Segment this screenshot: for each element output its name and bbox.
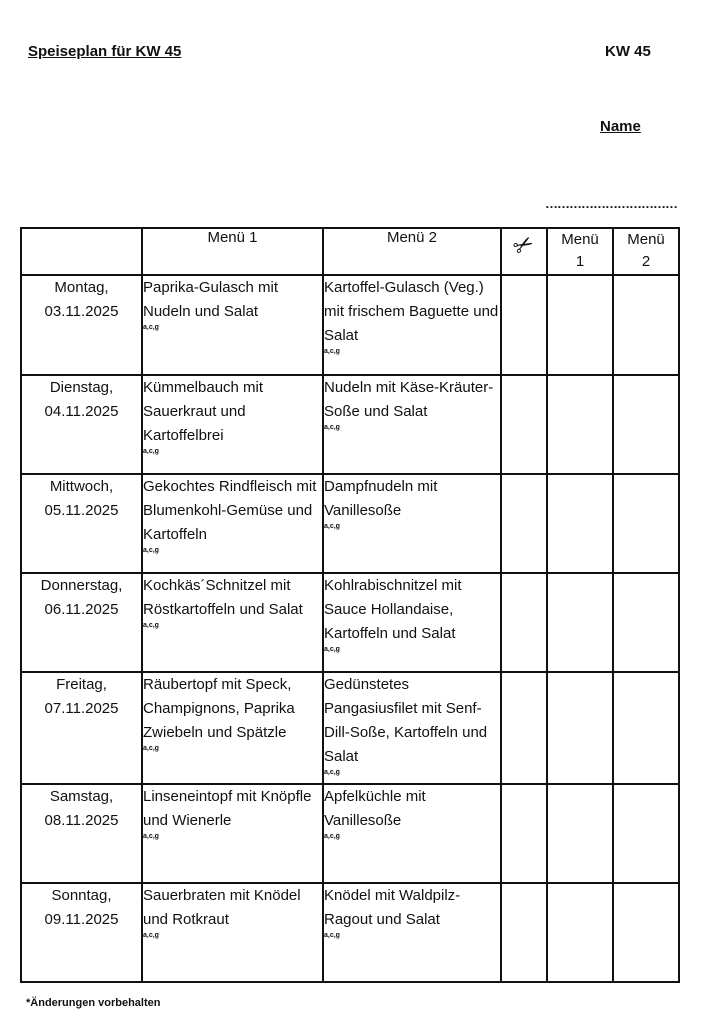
table-row xyxy=(21,883,679,982)
allergen-note: a,c,g xyxy=(324,646,340,653)
allergen-note: a,c,g xyxy=(143,745,159,752)
header-pick-menu1-b: 1 xyxy=(575,253,585,270)
table-row xyxy=(21,474,679,573)
day-name: Sonntag, xyxy=(51,887,112,904)
menu2-text: Kartoffel-Gulasch (Veg.) mit frischem Baguette und Salat xyxy=(324,279,499,344)
menu1-text: Gekochtes Rindfleisch mit Blumenkohl-Gemüse und Kartoffeln xyxy=(143,478,317,543)
menu2-text: Dampfnudeln mit Vanillesoße xyxy=(324,478,438,519)
scissors-cell xyxy=(501,784,547,883)
select-menu2-cell[interactable] xyxy=(613,784,679,883)
day-date: 03.11.2025 xyxy=(44,303,119,320)
header-day-cell xyxy=(21,228,142,275)
scissors-cell xyxy=(501,474,547,573)
menu1-text: Paprika-Gulasch mit Nudeln und Salat xyxy=(143,279,279,320)
table-row xyxy=(21,672,679,784)
allergen-note: a,c,g xyxy=(324,523,340,530)
select-menu1-cell[interactable] xyxy=(547,784,613,883)
scissors-cell xyxy=(501,672,547,784)
day-name: Montag, xyxy=(54,279,109,296)
header-pick-menu2-b: 2 xyxy=(641,253,651,270)
day-name: Freitag, xyxy=(56,676,107,693)
menu2-cell xyxy=(323,883,501,982)
day-cell xyxy=(21,275,142,375)
day-name: Dienstag, xyxy=(49,379,114,396)
select-menu1-cell[interactable] xyxy=(547,883,613,982)
page-title: Speiseplan für KW 45 xyxy=(28,43,182,60)
day-date: 07.11.2025 xyxy=(44,700,119,717)
day-name: Samstag, xyxy=(49,788,114,805)
allergen-note: a,c,g xyxy=(143,448,159,455)
day-date: 05.11.2025 xyxy=(44,502,119,519)
allergen-note: a,c,g xyxy=(324,348,340,355)
menu1-cell xyxy=(142,883,323,982)
select-menu1-cell[interactable] xyxy=(547,573,613,672)
select-menu2-cell[interactable] xyxy=(613,573,679,672)
select-menu1-cell[interactable] xyxy=(547,474,613,573)
menu1-text: Sauerbraten mit Knödel und Rotkraut xyxy=(143,887,301,928)
menu2-cell xyxy=(323,573,501,672)
menu2-cell xyxy=(323,375,501,474)
menu2-text: Kohlrabischnitzel mit Sauce Hollandaise, Kartoffeln und Salat xyxy=(324,577,462,642)
select-menu2-cell[interactable] xyxy=(613,474,679,573)
menu2-text: Gedünstetes Pangasiusfilet mit Senf-Dill-Soße, Kartoffeln und Salat xyxy=(324,676,488,765)
day-cell xyxy=(21,474,142,573)
scissors-cell xyxy=(501,573,547,672)
select-menu2-cell[interactable] xyxy=(613,275,679,375)
allergen-note: a,c,g xyxy=(324,769,340,776)
header-scissors-cell xyxy=(501,228,547,275)
allergen-note: a,c,g xyxy=(143,324,159,331)
day-cell xyxy=(21,573,142,672)
menu1-cell xyxy=(142,474,323,573)
header-menu1: Menü 1 xyxy=(142,228,323,275)
allergen-note: a,c,g xyxy=(143,932,159,939)
scissors-cell xyxy=(501,375,547,474)
day-date: 04.11.2025 xyxy=(44,403,119,420)
menu2-cell xyxy=(323,275,501,375)
table-header-row xyxy=(21,228,679,275)
menu2-cell xyxy=(323,784,501,883)
name-line: …………………………… xyxy=(545,196,677,211)
allergen-note: a,c,g xyxy=(324,833,340,840)
scissors-icon: ✂ xyxy=(508,228,540,263)
menu1-cell xyxy=(142,375,323,474)
day-cell xyxy=(21,375,142,474)
menu1-text: Kochkäs´Schnitzel mit Röstkartoffeln und Salat xyxy=(143,577,303,618)
menu2-cell xyxy=(323,672,501,784)
table-row xyxy=(21,573,679,672)
day-date: 06.11.2025 xyxy=(44,601,119,618)
select-menu1-cell[interactable] xyxy=(547,275,613,375)
table-row xyxy=(21,375,679,474)
menu1-text: Räubertopf mit Speck, Champignons, Paprika Zwiebeln und Spätzle xyxy=(143,676,295,741)
name-label: Name xyxy=(600,118,641,135)
day-cell xyxy=(21,672,142,784)
table-row xyxy=(21,784,679,883)
select-menu2-cell[interactable] xyxy=(613,375,679,474)
menu1-cell xyxy=(142,573,323,672)
week-label: KW 45 xyxy=(605,43,651,60)
menu1-text: Linseneintopf mit Knöpfle und Wienerle xyxy=(143,788,312,829)
day-name: Mittwoch, xyxy=(49,478,114,495)
menu2-text: Knödel mit Waldpilz-Ragout und Salat xyxy=(324,887,461,928)
menu1-cell xyxy=(142,672,323,784)
allergen-note: a,c,g xyxy=(143,622,159,629)
select-menu1-cell[interactable] xyxy=(547,375,613,474)
menu2-text: Apfelküchle mit Vanillesoße xyxy=(324,788,426,829)
allergen-note: a,c,g xyxy=(324,424,340,431)
allergen-note: a,c,g xyxy=(324,932,340,939)
day-cell xyxy=(21,784,142,883)
header-pick-menu1 xyxy=(547,228,613,275)
header-pick-menu2-a: Menü xyxy=(627,231,665,248)
allergen-note: a,c,g xyxy=(143,833,159,840)
day-date: 09.11.2025 xyxy=(44,911,119,928)
menu2-cell xyxy=(323,474,501,573)
header-menu2: Menü 2 xyxy=(323,228,501,275)
header-pick-menu1-a: Menü xyxy=(561,231,599,248)
allergen-note: a,c,g xyxy=(143,547,159,554)
menu1-cell xyxy=(142,275,323,375)
day-name: Donnerstag, xyxy=(40,577,123,594)
table-row xyxy=(21,275,679,375)
scissors-cell xyxy=(501,883,547,982)
select-menu2-cell[interactable] xyxy=(613,883,679,982)
menu1-cell xyxy=(142,784,323,883)
footnote: *Änderungen vorbehalten xyxy=(26,997,161,1009)
day-cell xyxy=(21,883,142,982)
select-menu2-cell[interactable] xyxy=(613,672,679,784)
menu2-text: Nudeln mit Käse-Kräuter-Soße und Salat xyxy=(324,379,494,420)
day-date: 08.11.2025 xyxy=(44,812,119,829)
menu-table xyxy=(20,227,680,983)
header-pick-menu2 xyxy=(613,228,679,275)
select-menu1-cell[interactable] xyxy=(547,672,613,784)
menu1-text: Kümmelbauch mit Sauerkraut und Kartoffelbrei xyxy=(143,379,264,444)
scissors-cell xyxy=(501,275,547,375)
